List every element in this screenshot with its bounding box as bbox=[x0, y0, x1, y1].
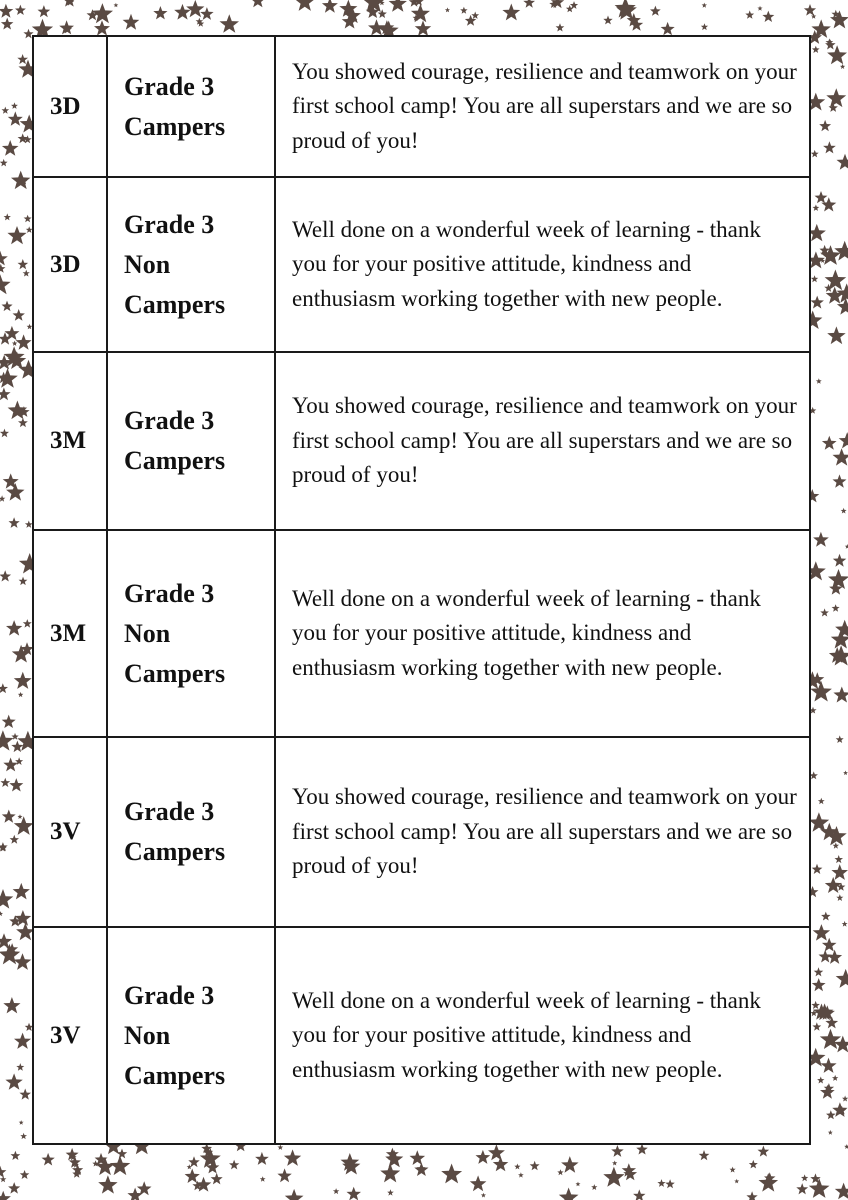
class-code: 3D bbox=[33, 36, 107, 177]
group-label-line: Non bbox=[124, 1020, 171, 1050]
table-row bbox=[33, 177, 810, 352]
class-code: 3V bbox=[33, 737, 107, 927]
group-label-line: Grade 3 bbox=[124, 980, 215, 1010]
class-code: 3D bbox=[33, 177, 107, 352]
group-label-line: Campers bbox=[124, 446, 226, 475]
group-label bbox=[107, 530, 275, 737]
group-label-line: Grade 3 bbox=[124, 209, 215, 239]
awards-table bbox=[32, 35, 811, 1145]
class-code: 3M bbox=[33, 352, 107, 530]
group-label-line: Grade 3 bbox=[124, 406, 215, 435]
group-label-line: Grade 3 bbox=[124, 797, 215, 826]
message-text: You showed courage, resilience and teamwork on your first school camp! You are all superstars and we are so proud of you! bbox=[275, 737, 810, 927]
group-label bbox=[107, 737, 275, 927]
table-row bbox=[33, 737, 810, 927]
group-label-line: Grade 3 bbox=[124, 71, 215, 101]
group-label-line: Campers bbox=[124, 289, 226, 319]
group-label bbox=[107, 352, 275, 530]
group-label-line: Campers bbox=[124, 111, 226, 141]
table-row bbox=[33, 36, 810, 177]
message-text: Well done on a wonderful week of learning - thank you for your positive attitude, kindness and enthusiasm working together with new people. bbox=[275, 530, 810, 737]
group-label-line: Campers bbox=[124, 658, 226, 688]
table-row bbox=[33, 352, 810, 530]
group-label-line: Campers bbox=[124, 837, 226, 866]
group-label bbox=[107, 927, 275, 1144]
group-label-line: Campers bbox=[124, 1060, 226, 1090]
message-text: You showed courage, resilience and teamwork on your first school camp! You are all superstars and we are so proud of you! bbox=[275, 352, 810, 530]
class-code: 3M bbox=[33, 530, 107, 737]
group-label-line: Grade 3 bbox=[124, 578, 215, 608]
message-text: Well done on a wonderful week of learning - thank you for your positive attitude, kindness and enthusiasm working together with new people. bbox=[275, 177, 810, 352]
table-row bbox=[33, 530, 810, 737]
group-label-line: Non bbox=[124, 618, 171, 648]
class-code: 3V bbox=[33, 927, 107, 1144]
message-text: Well done on a wonderful week of learning - thank you for your positive attitude, kindness and enthusiasm working together with new people. bbox=[275, 927, 810, 1144]
message-text: You showed courage, resilience and teamwork on your first school camp! You are all superstars and we are so proud of you! bbox=[275, 36, 810, 177]
group-label bbox=[107, 177, 275, 352]
group-label-line: Non bbox=[124, 249, 171, 279]
table-row bbox=[33, 927, 810, 1144]
group-label bbox=[107, 36, 275, 177]
